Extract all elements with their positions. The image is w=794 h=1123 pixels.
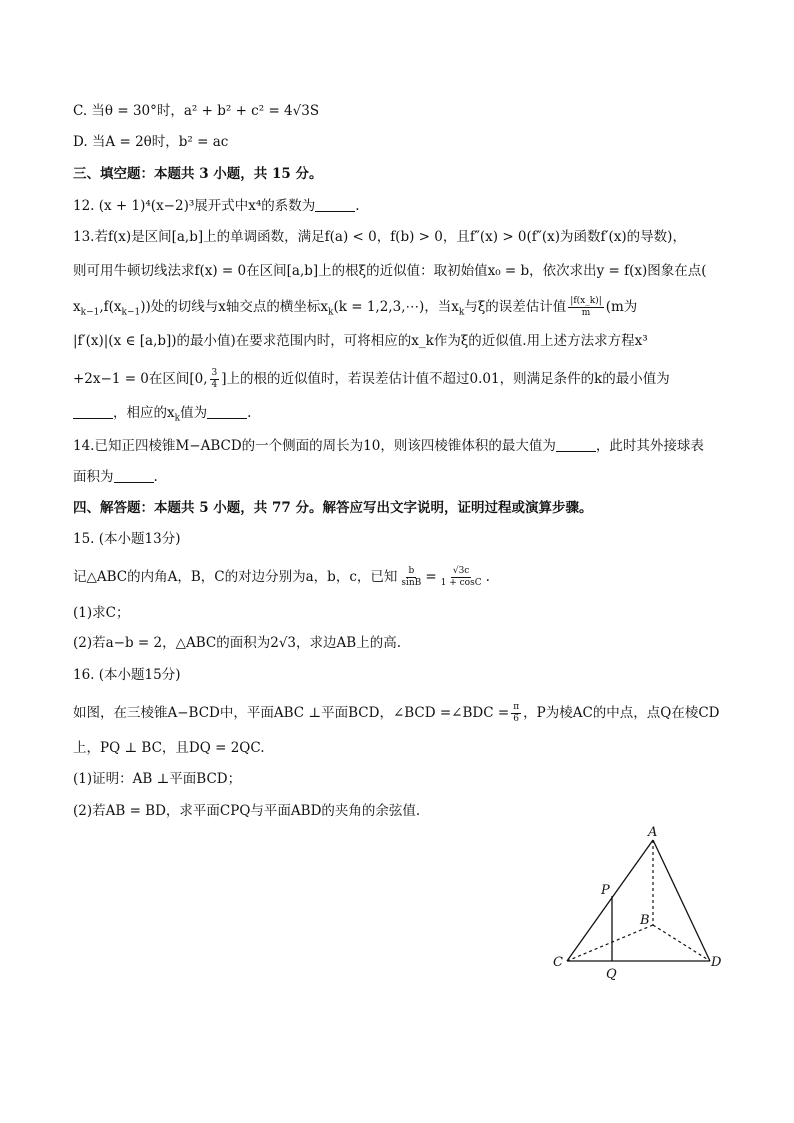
subscript: k — [328, 307, 334, 318]
text-segment: 与ξ的误差估计值 — [464, 299, 567, 315]
label-D: D — [711, 955, 722, 970]
section-4-heading: 四、解答题：本题共 5 小题，共 77 分。解答应写出文字说明，证明过程或演算步骤。 — [73, 500, 593, 516]
text-segment: . — [153, 469, 158, 485]
question-12-text: 12. (x + 1)⁴(x−2)³展开式中x⁴的系数为 — [73, 198, 316, 214]
text-segment: x — [73, 299, 81, 315]
text-segment: (k = 1,2,3,⋯)，当x — [333, 299, 459, 315]
subscript: k−1 — [121, 307, 141, 318]
label-A: A — [648, 825, 658, 840]
question-16-part-1: (1)证明：AB ⊥平面BCD； — [73, 771, 242, 787]
text-segment: ))处的切线与x轴交点的横坐标x — [140, 299, 329, 315]
text-segment: ]上的根的近似值时，若误差估计值不超过0.01，则满足条件的k的最小值为 — [221, 371, 670, 387]
question-13-line-1: 13.若f(x)是区间[a,b]上的单调函数，满足f(a) < 0，f(b) > 0，且f″(x) > 0(f″(x)为函数f′(x)的导数)， — [73, 229, 686, 245]
subscript: k−1 — [80, 307, 100, 318]
text-segment: . — [485, 569, 490, 585]
text-segment: +2x−1 = 0在区间[0, — [73, 371, 208, 387]
text-segment: (m为 — [605, 299, 638, 315]
question-13-line-3 — [73, 296, 637, 319]
text-segment: ，此时其外接球表 — [595, 438, 704, 454]
label-C: C — [553, 955, 563, 970]
question-12: 12. (x + 1)⁴(x−2)³展开式中x⁴的系数为 . — [73, 198, 360, 214]
tetrahedron-figure — [545, 820, 735, 980]
question-13-line-6 — [73, 404, 251, 422]
question-16-line-1 — [73, 702, 720, 725]
label-Q: Q — [606, 967, 617, 980]
text-segment: . — [247, 405, 252, 421]
option-d: D. 当A = 2θ时，b² = ac — [73, 134, 229, 150]
question-13-line-2: 则可用牛顿切线法求f(x) = 0在区间[a,b]上的根ξ的近似值：取初始值x₀ = b，依次求出y = f(x)图象在点( — [73, 263, 707, 279]
question-13-line-5 — [73, 368, 670, 391]
question-15-heading: 15. (本小题13分) — [73, 531, 181, 547]
answer-blank — [556, 439, 596, 452]
fraction-root3c: $\frac{√3c}{1 + \cos C}$ — [440, 566, 482, 588]
text-segment: 记△ABC的内角A，B，C的对边分别为a，b，c，已知 — [73, 569, 398, 585]
answer-blank — [207, 406, 247, 419]
question-16-part-2: (2)若AB = BD，求平面CPQ与平面ABD的夹角的余弦值. — [73, 803, 421, 819]
subscript: k — [458, 307, 465, 318]
text-segment: 14.已知正四棱锥M−ABCD的一个侧面的周长为10，则该四棱锥体积的最大值为 — [73, 438, 556, 454]
subscript: k — [174, 413, 181, 424]
text-segment: ，P为棱AC的中点，点Q在棱CD — [523, 705, 720, 721]
question-14-line-1 — [73, 437, 704, 455]
option-c: C. 当θ = 30°时，a² + b² + c² = 4√3S — [73, 103, 320, 119]
edge-AD — [653, 840, 710, 961]
question-14-line-2 — [73, 468, 158, 486]
answer-blank — [73, 406, 113, 419]
label-P: P — [601, 883, 610, 898]
question-13-line-4: |f′(x)|(x ∈ [a,b])的最小值)在要求范围内时，可将相应的x_k作为ξ的近似值.用上述方法求方程x³ — [73, 333, 648, 349]
text-segment: 值为 — [180, 405, 208, 421]
text-segment: 面积为 — [73, 469, 114, 485]
question-16-heading: 16. (本小题15分) — [73, 667, 181, 683]
error-fraction: $\frac{|f(x\_k)|}{m}$ — [570, 296, 602, 318]
interval-fraction: $\frac{3}{4}$ — [211, 368, 218, 390]
answer-blank — [114, 470, 154, 483]
text-segment: ，相应的x — [113, 405, 175, 421]
text-segment: = — [425, 569, 437, 585]
text-segment: 如图，在三棱锥A−BCD中，平面ABC ⊥平面BCD，∠BCD =∠BDC = — [73, 705, 510, 721]
question-15-part-1: (1)求C； — [73, 605, 130, 621]
edge-AC — [567, 840, 653, 961]
text-segment: ,f(x — [99, 299, 122, 315]
question-16-line-2: 上，PQ ⊥ BC，且DQ = 2QC. — [73, 740, 265, 756]
question-15-statement — [73, 566, 490, 589]
question-15-part-2: (2)若a−b = 2，△ABC的面积为2√3，求边AB上的高. — [73, 635, 401, 651]
label-B: B — [640, 913, 650, 928]
answer-blank — [315, 199, 355, 212]
fraction-b-sinB: $\frac{b}{\sin B}$ — [401, 566, 422, 588]
fraction-pi-6: $\frac{\pi}{6}$ — [513, 702, 520, 724]
section-3-heading: 三、填空题：本题共 3 小题，共 15 分。 — [73, 166, 323, 182]
